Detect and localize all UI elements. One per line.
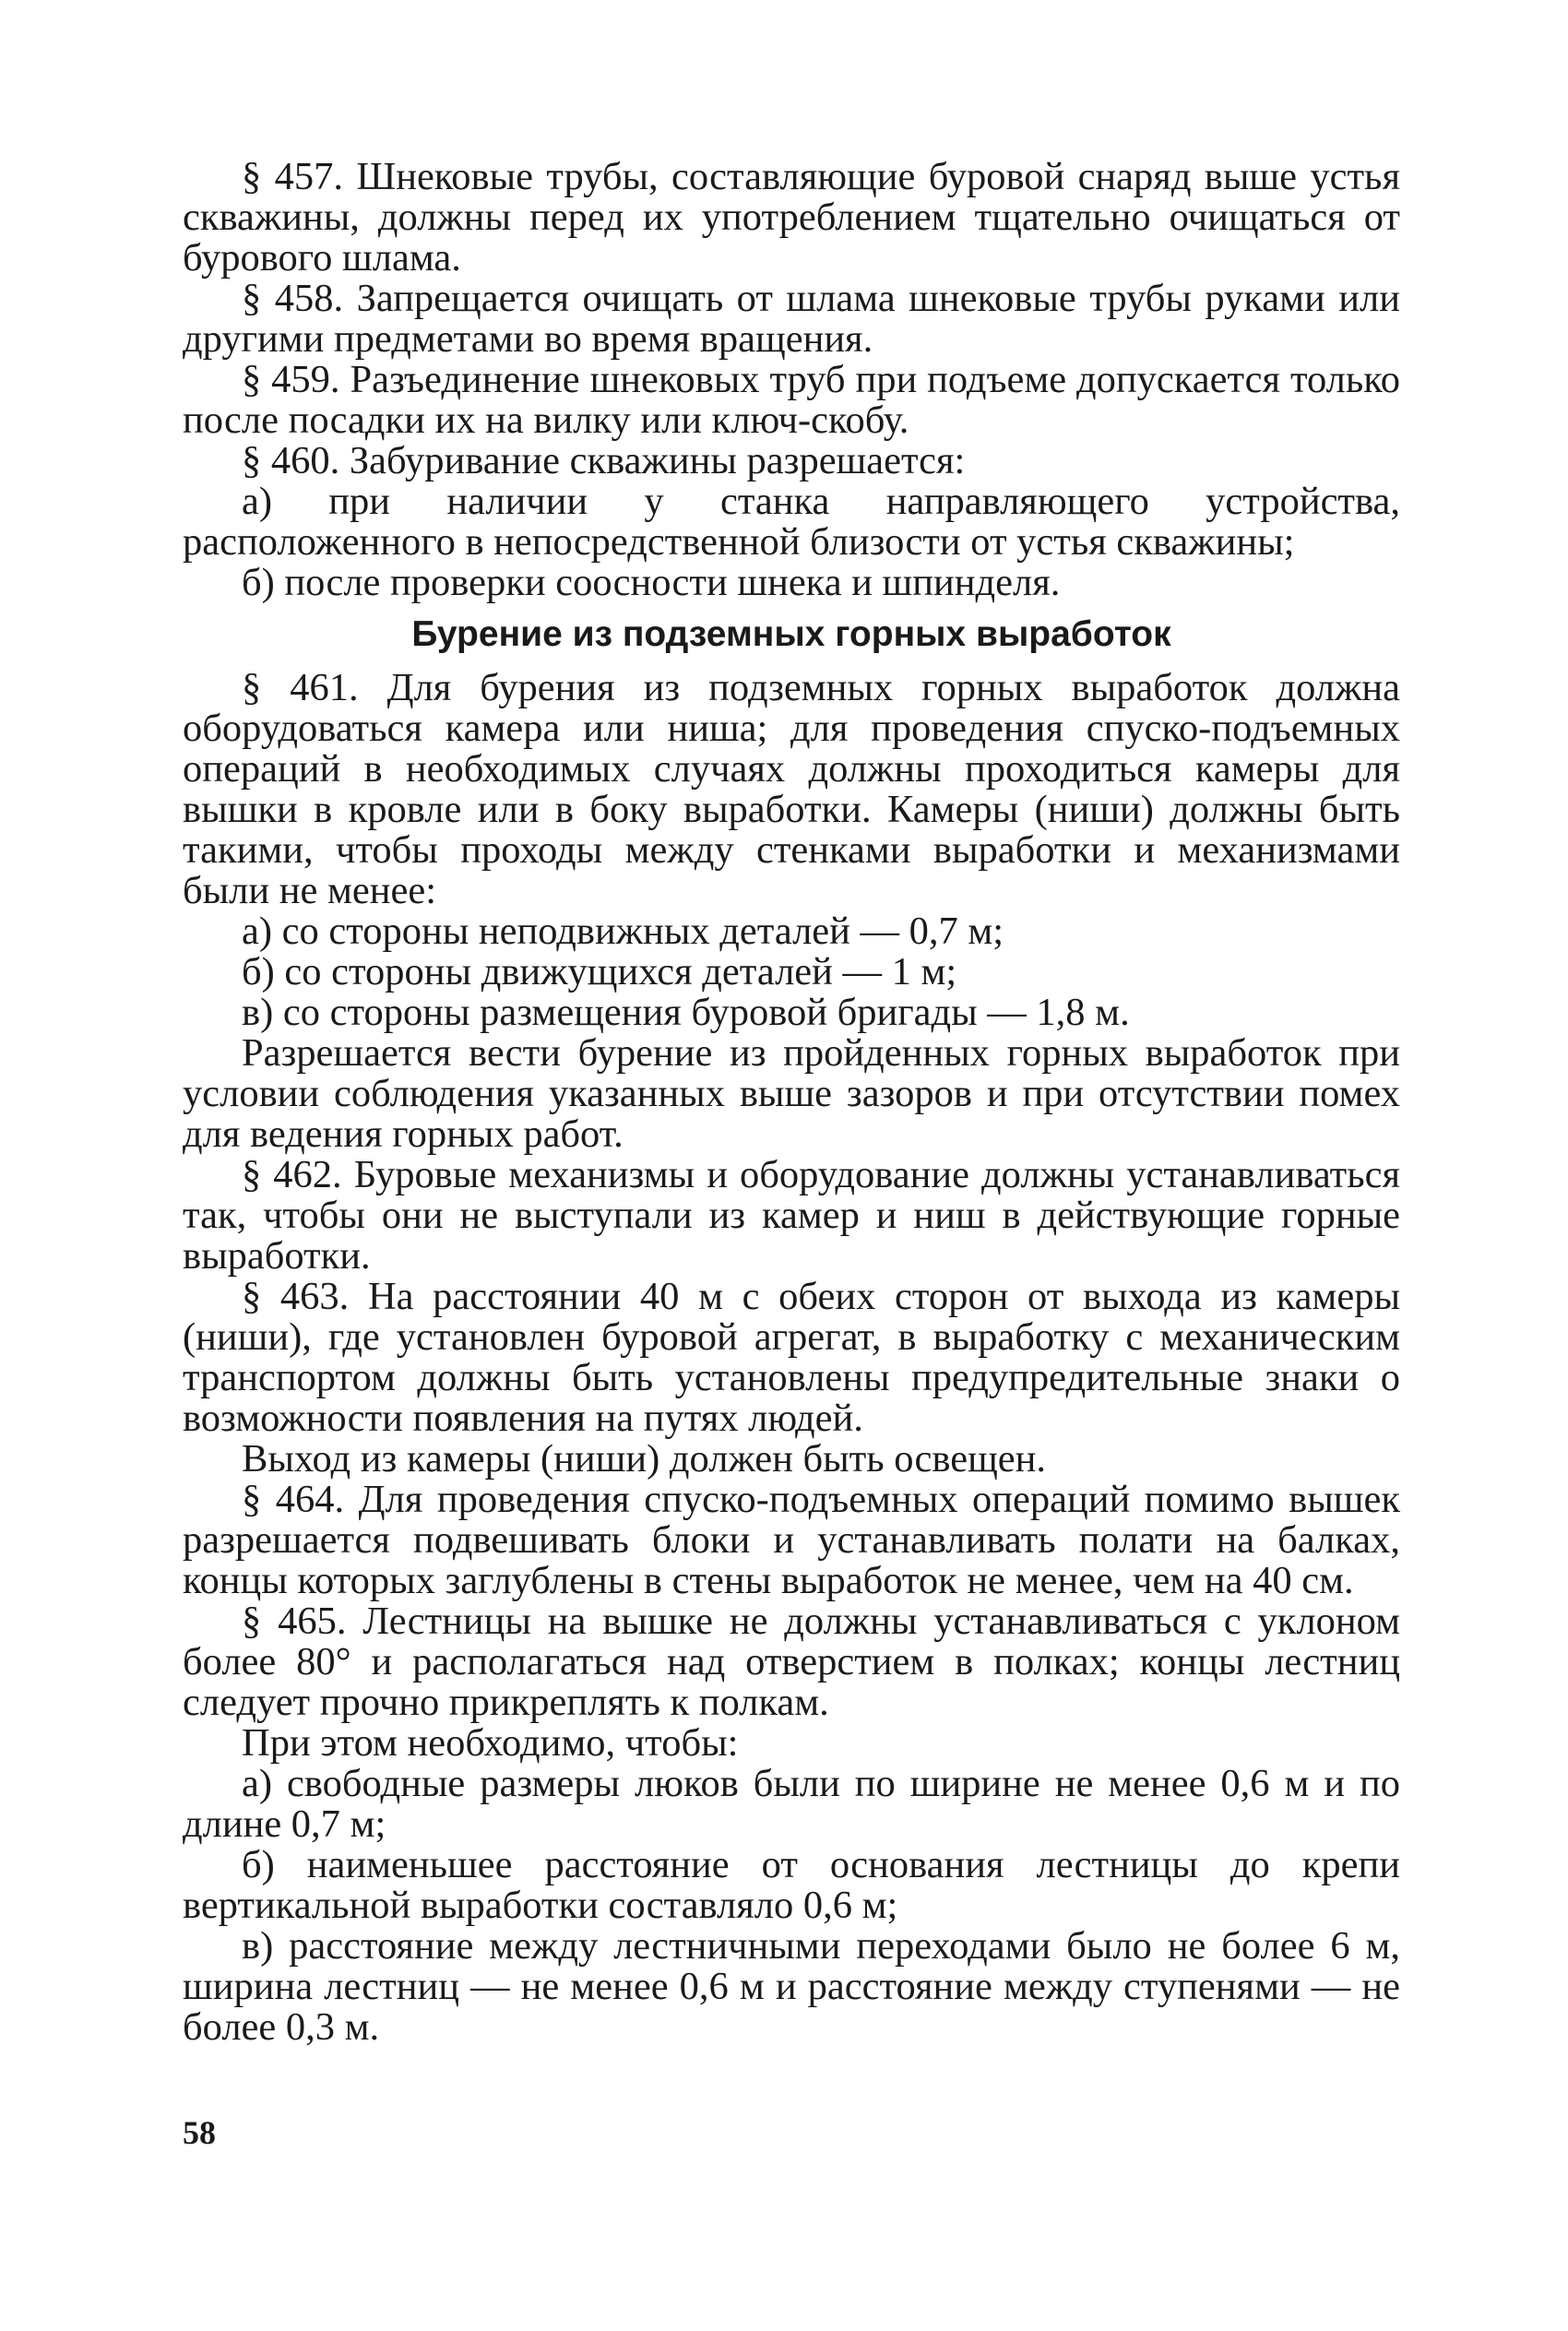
paragraph-459: § 459. Разъединение шнековых труб при подъеме допускается только после посадки их на вилку или ключ-скобу.	[183, 358, 1400, 442]
list-item-461-a: а) со стороны неподвижных деталей — 0,7 м;	[242, 910, 1004, 953]
paragraph-461: § 461. Для бурения из подземных горных выработок должна оборудоваться камера или ниша; для проведения спуско-подъемных операций в необходимых случаях должны проходиться камеры для вышки в кровле или в боку выработки. Камеры (ниши) должны быть такими, чтобы проходы между стенками выработки и механизмами были не менее:	[183, 666, 1400, 912]
paragraph-458: § 458. Запрещается очищать от шлама шнековые трубы руками или другими предметами во время вращения.	[183, 277, 1400, 361]
paragraph-457: § 457. Шнековые трубы, составляющие буровой снаряд выше устья скважины, должны перед их употреблением тщательно очищаться от бурового шлама.	[183, 155, 1400, 279]
section-heading: Бурение из подземных горных выработок	[411, 614, 1171, 654]
paragraph-462: § 462. Буровые механизмы и оборудование должны устанавливаться так, чтобы они не выступали из камер и ниш в действующие горные выработки.	[183, 1153, 1400, 1278]
paragraph-461-note: Разрешается вести бурение из пройденных горных выработок при условии соблюдения указанных выше зазоров и при отсутствии помех для ведения горных работ.	[183, 1031, 1400, 1156]
list-item-460-b: б) после проверки соосности шнека и шпинделя.	[242, 561, 1061, 604]
paragraph-464: § 464. Для проведения спуско-подъемных операций помимо вышек разрешается подвешивать блоки и устанавливать полати на балках, концы которых заглублены в стены выработок не менее, чем на 40 см.	[183, 1478, 1400, 1602]
list-item-461-c: в) со стороны размещения буровой бригады — 1,8 м.	[242, 991, 1130, 1034]
paragraph-465-intro: При этом необходимо, чтобы:	[242, 1721, 739, 1765]
paragraph-460: § 460. Забуривание скважины разрешается:	[242, 439, 966, 482]
document-page	[183, 157, 1400, 2048]
paragraph-465: § 465. Лестницы на вышке не должны устанавливаться с уклоном более 80° и располагаться над отверстием в полках; концы лестниц следует прочно прикреплять к полкам.	[183, 1600, 1400, 1724]
list-item-460-a: а) при наличии у станка направляющего устройства, расположенного в непосредственной близости от устья скважины;	[183, 480, 1400, 564]
paragraph-463: § 463. На расстоянии 40 м с обеих сторон от выхода из камеры (ниши), где установлен буровой агрегат, в выработку с механическим транспортом должны быть установлены предупредительные знаки о возможности появления на путях людей.	[183, 1275, 1400, 1440]
page-number: 58	[183, 2114, 216, 2151]
list-item-465-c: в) расстояние между лестничными переходами было не более 6 м, ширина лестниц — не менее 0,6 м и расстояние между ступенями — не более 0,3 м.	[183, 1924, 1400, 2049]
list-item-461-b: б) со стороны движущихся деталей — 1 м;	[242, 950, 957, 993]
paragraph-463-note: Выход из камеры (ниши) должен быть освещен.	[242, 1437, 1047, 1481]
list-item-465-b: б) наименьшее расстояние от основания лестницы до крепи вертикальной выработки составляло 0,6 м;	[183, 1843, 1400, 1927]
list-item-465-a: а) свободные размеры люков были по ширине не менее 0,6 м и по длине 0,7 м;	[183, 1762, 1400, 1846]
